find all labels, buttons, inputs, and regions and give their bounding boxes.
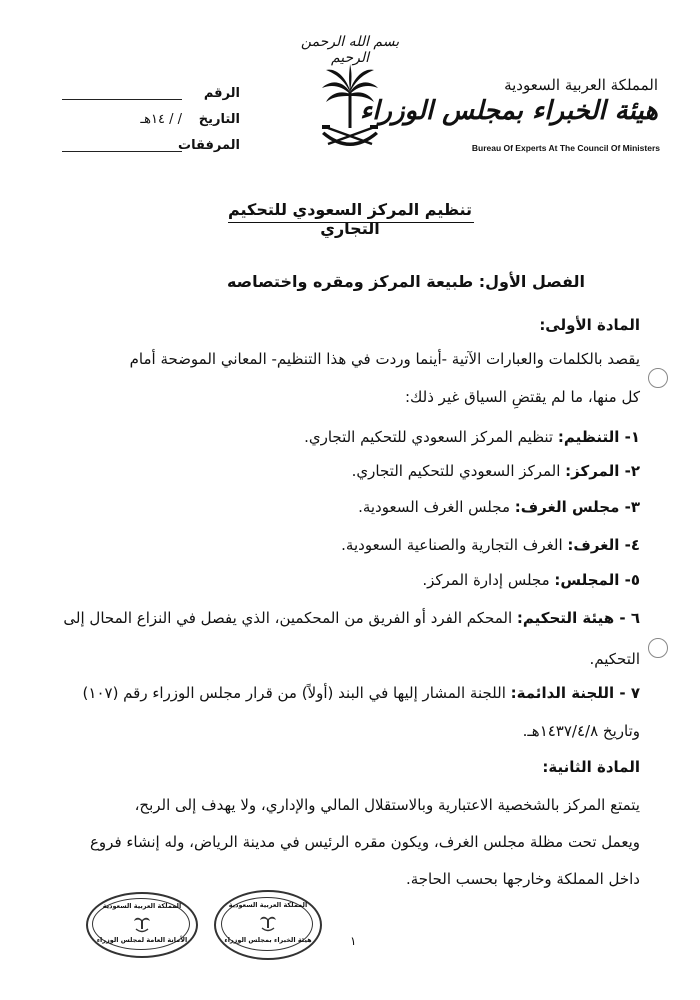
definition-item (40, 611, 640, 626)
definition-text: المركز السعودي للتحكيم التجاري. (351, 462, 566, 480)
date-label: التاريخ (198, 112, 240, 127)
article2-line: يتمتع المركز بالشخصية الاعتبارية وبالاستقلال المالي والإداري، ولا يهدف إلى الربح، (134, 796, 640, 814)
attachments-field (0, 138, 240, 160)
org-name-ar: المملكة العربية السعودية (504, 76, 658, 94)
stamp-emblem-icon (134, 916, 150, 934)
bureau-name-ar: هيئة الخبراء بمجلس الوزراء (359, 96, 658, 126)
definition-label: ٦ - هيئة التحكيم: (516, 609, 640, 627)
stamp-bureau-of-experts (214, 890, 322, 960)
definition-label: ٢- المركز: (565, 462, 640, 480)
definition-text: الغرف التجارية والصناعية السعودية. (341, 536, 568, 554)
ref-field (0, 86, 240, 108)
page-number: ١ (350, 934, 357, 948)
stamp-text-top: المملكة العربية السعودية (102, 902, 182, 910)
date-field (0, 112, 240, 134)
bureau-name-en: Bureau Of Experts At The Council Of Ministers (471, 143, 660, 153)
definition-item (60, 538, 640, 553)
attachments-line (62, 151, 182, 152)
definition-item (60, 573, 640, 588)
stamp-text-top: المملكة العربية السعودية (228, 901, 308, 909)
document-title: تنظيم المركز السعودي للتحكيم التجاري (227, 200, 473, 238)
article2-heading: المادة الثانية: (542, 758, 640, 776)
article2-line: ويعمل تحت مظلة مجلس الغرف، ويكون مقره الرئيس في مدينة الرياض، وله إنشاء فروع (89, 833, 640, 851)
stamp-text-bottom: هيئة الخبراء بمجلس الوزراء (224, 936, 312, 944)
attachments-label: المرفقات (178, 138, 240, 153)
definition-text: تنظيم المركز السعودي للتحكيم التجاري. (304, 428, 558, 446)
chapter-heading: الفصل الأول: طبيعة المركز ومقره واختصاصه (226, 272, 585, 291)
definition-continuation: وتاريخ ١٤٣٧/٤/٨هـ. (522, 722, 640, 740)
ref-line (62, 99, 182, 100)
article1-intro-line2: كل منها، ما لم يقتضِ السياق غير ذلك: (404, 388, 640, 406)
definition-label: ٤- الغرف: (567, 536, 640, 554)
ref-label: الرقم (203, 86, 240, 101)
basmala: بسم الله الرحمن الرحيم (300, 34, 400, 66)
definition-item (60, 500, 640, 515)
definition-text: مجلس إدارة المركز. (422, 571, 555, 589)
definition-text: اللجنة المشار إليها في البند (أولاً) من قرار مجلس الوزراء رقم (١٠٧) (82, 684, 511, 702)
definition-label: ٧ - اللجنة الدائمة: (510, 684, 640, 702)
definition-text: مجلس الغرف السعودية. (358, 498, 515, 516)
stamp-general-secretariat (86, 892, 198, 958)
definition-label: ١- التنظيم: (557, 428, 640, 446)
definition-continuation: التحكيم. (589, 650, 640, 668)
definition-item (40, 686, 640, 701)
title-underline (228, 222, 474, 223)
punch-hole (648, 368, 668, 388)
definition-label: ٣- مجلس الغرف: (514, 498, 640, 516)
definition-item (60, 464, 640, 479)
stamp-emblem-icon (260, 915, 276, 933)
date-value: / / ١٤هـ (140, 112, 182, 127)
article1-heading: المادة الأولى: (539, 316, 640, 334)
article1-intro-line1: يقصد بالكلمات والعبارات الآتية -أينما وردت في هذا التنظيم- المعاني الموضحة أمام (129, 350, 640, 368)
definition-text: المحكم الفرد أو الفريق من المحكمين، الذي يفصل في النزاع المحال إلى (63, 609, 517, 627)
article2-line: داخل المملكة وخارجها بحسب الحاجة. (405, 870, 640, 888)
definition-item (60, 430, 640, 445)
punch-hole (648, 638, 668, 658)
definition-label: ٥- المجلس: (554, 571, 640, 589)
stamp-text-bottom: الأمانة العامة لمجلس الوزراء (96, 936, 188, 944)
